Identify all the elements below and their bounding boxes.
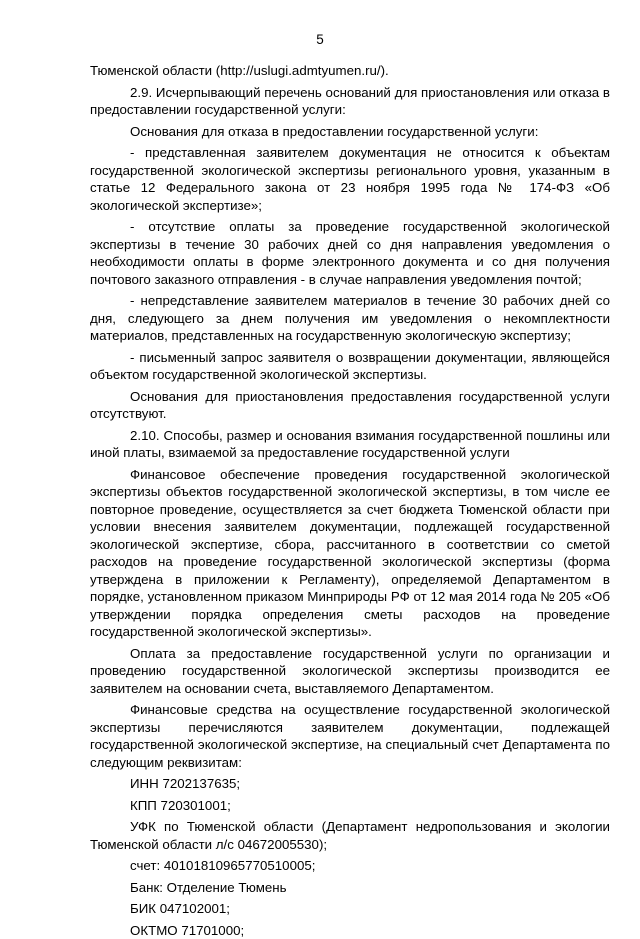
section-heading-2-9: 2.9. Исчерпывающий перечень оснований для приостановления или отказа в предоставлении государственной услуги:	[90, 84, 610, 119]
suspension-grounds-paragraph: Основания для приостановления предоставления государственной услуги отсутствуют.	[90, 388, 610, 423]
payment-paragraph: Оплата за предоставление государственной услуги по организации и проведению государственной экологической экспертизы производится ее заявителем на основании счета, выставляемого Департаментом.	[90, 645, 610, 698]
refusal-ground-item: - представленная заявителем документация не относится к объектам государственной экологической экспертизы регионального уровня, указанным в статье 12 Федерального закона от 23 ноября 1995 года № 174-ФЗ «Об экологической экспертизе»;	[90, 144, 610, 214]
refusal-ground-item: - отсутствие оплаты за проведение государственной экологической экспертизы в течение 30 рабочих дней со дня направления уведомления о необходимости оплаты в форме электронного документа и со дня получения почтового заказного отправления - в случае направления уведомления почтой;	[90, 218, 610, 288]
funds-transfer-paragraph: Финансовые средства на осуществление государственной экологической экспертизы перечисляются заявителем документации, подлежащей государственной экологической экспертизе, на специальный счет Департамента по следующим реквизитам:	[90, 701, 610, 771]
document-body	[90, 62, 610, 939]
requisite-inn: ИНН 7202137635;	[90, 775, 610, 793]
refusal-ground-item: - непредставление заявителем материалов в течение 30 рабочих дней со дня, следующего за днем получения им уведомления о некомплектности материалов, представленных на государственную экологическую экспертизу;	[90, 292, 610, 345]
refusal-grounds-heading: Основания для отказа в предоставлении государственной услуги:	[90, 123, 610, 141]
requisite-ufk: УФК по Тюменской области (Департамент недропользования и экологии Тюменской области л/с 04672005530);	[90, 818, 610, 853]
paragraph-continuation: Тюменской области (http://uslugi.admtyumen.ru/).	[90, 62, 610, 80]
refusal-ground-item: - письменный запрос заявителя о возвращении документации, являющейся объектом государственной экологической экспертизы.	[90, 349, 610, 384]
financing-paragraph: Финансовое обеспечение проведения государственной экологической экспертизы объектов государственной экологической экспертизы, в том числе ее повторное проведение, осуществляется за счет бюджета Тюменской области при условии внесения заявителем документации, подлежащей государственной экологической экспертизе, сбора, рассчитанного в соответствии со сметой расходов на проведение государственной экологической экспертизы (форма утверждена в приложении к Регламенту), определяемой Департаментом в порядке, установленном приказом Минприроды РФ от 12 мая 2014 года № 205 «Об утверждении порядка определения сметы расходов на проведение государственной экологической экспертизы».	[90, 466, 610, 641]
requisite-oktmo: ОКТМО 71701000;	[90, 922, 610, 939]
page-number: 5	[0, 32, 640, 47]
section-heading-2-10: 2.10. Способы, размер и основания взимания государственной пошлины или иной платы, взимаемой за предоставление государственной услуги	[90, 427, 610, 462]
requisite-account: счет: 40101810965770510005;	[90, 857, 610, 875]
requisite-kpp: КПП 720301001;	[90, 797, 610, 815]
requisite-bank: Банк: Отделение Тюмень	[90, 879, 610, 897]
requisite-bik: БИК 047102001;	[90, 900, 610, 918]
